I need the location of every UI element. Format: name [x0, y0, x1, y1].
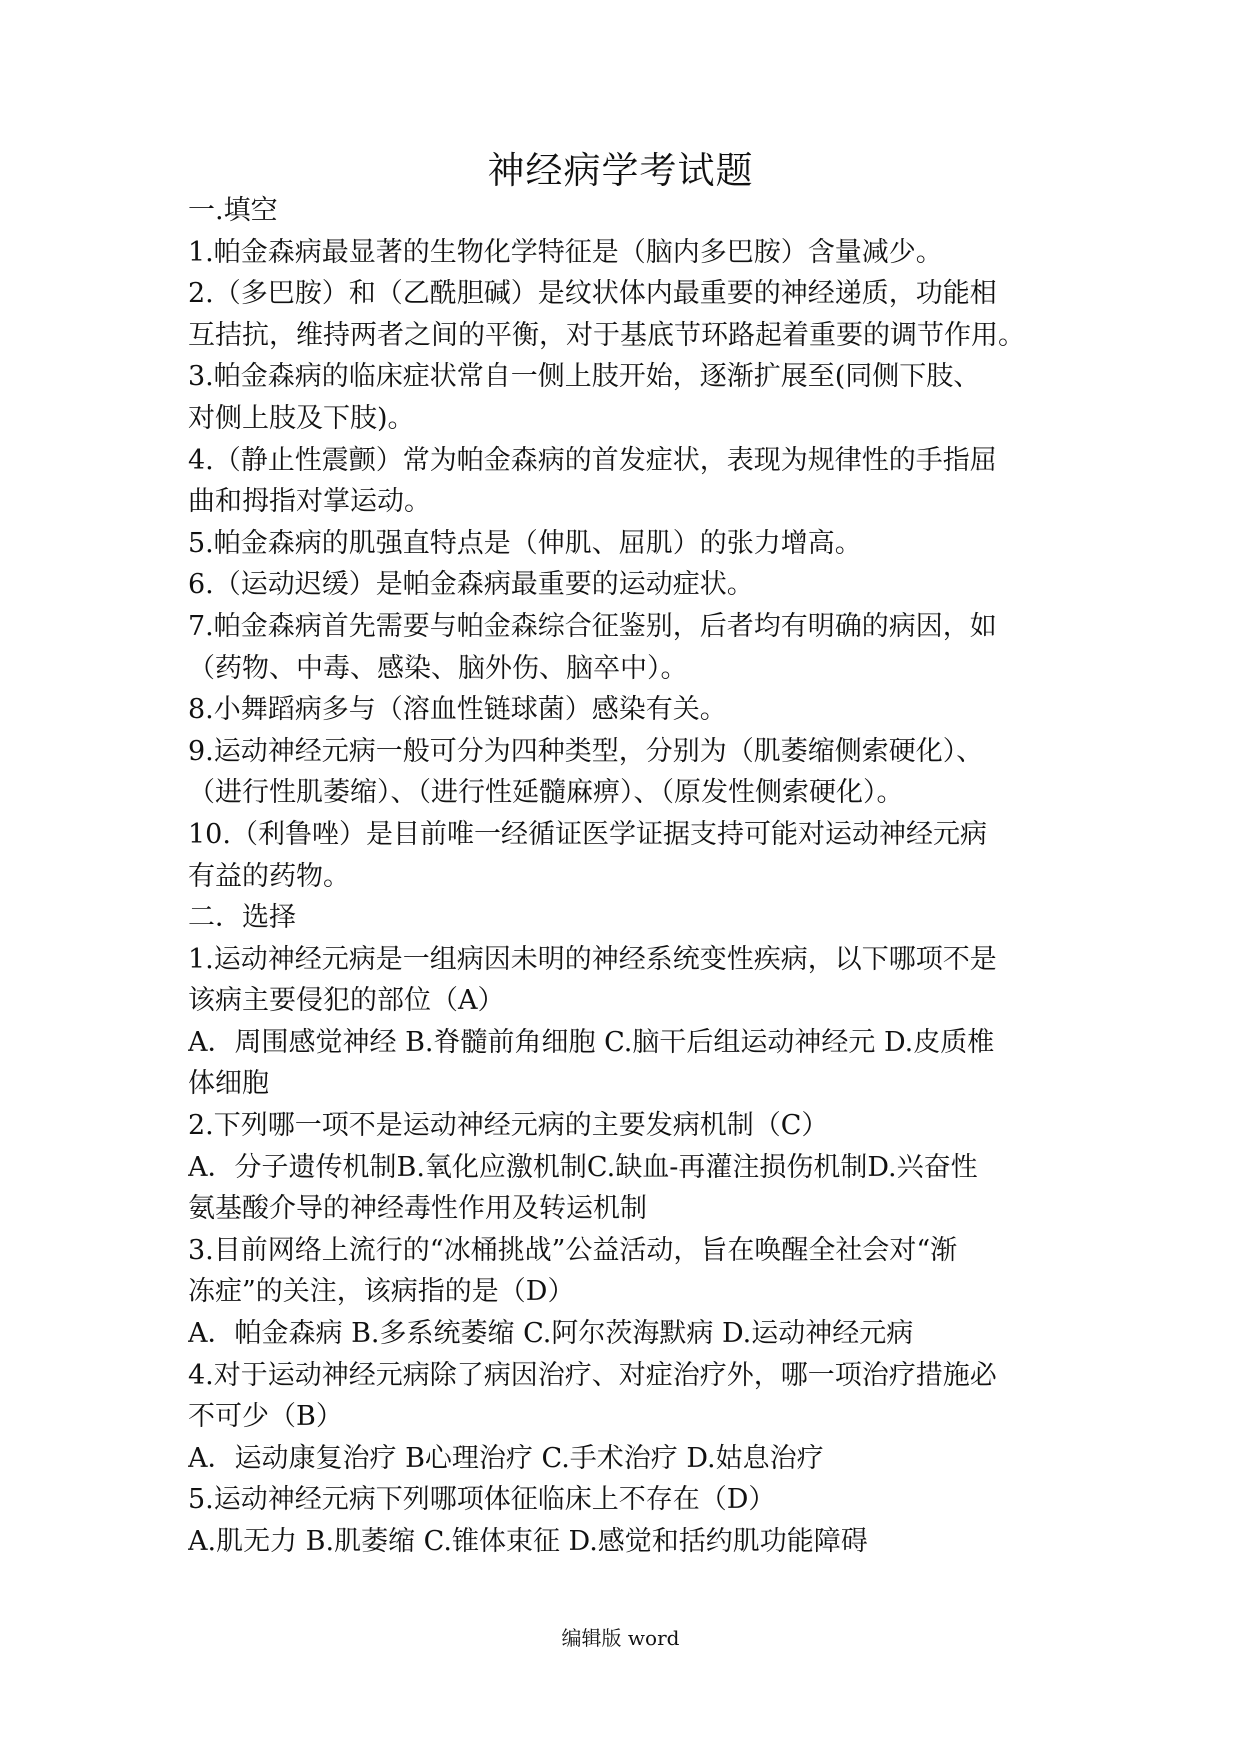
text-line: 5.帕金森病的肌强直特点是（伸肌、屈肌）的张力增高。: [188, 527, 862, 559]
text-line: 4.对于运动神经元病除了病因治疗、对症治疗外，哪一项治疗措施必: [188, 1359, 997, 1391]
text-line: A．周围感觉神经 B.脊髓前角细胞 C.脑干后组运动神经元 D.皮质椎: [188, 1026, 995, 1058]
text-line: 2.下列哪一项不是运动神经元病的主要发病机制（C）: [188, 1110, 829, 1142]
text-line: 互拮抗，维持两者之间的平衡，对于基底节环路起着重要的调节作用。: [188, 319, 1025, 351]
text-line: 7.帕金森病首先需要与帕金森综合征鉴别，后者均有明确的病因，如: [188, 610, 997, 642]
text-line: 2.（多巴胺）和（乙酰胆碱）是纹状体内最重要的神经递质，功能相: [188, 278, 997, 310]
text-line: 1.运动神经元病是一组病因未明的神经系统变性疾病，以下哪项不是: [188, 943, 997, 975]
text-line: 4.（静止性震颤）常为帕金森病的首发症状，表现为规律性的手指屈: [188, 444, 997, 476]
text-line: 3.帕金森病的临床症状常自一侧上肢开始，逐渐扩展至(同侧下肢、: [188, 361, 981, 393]
text-line: （进行性肌萎缩）、（进行性延髓麻痹）、（原发性侧索硬化）。: [188, 777, 904, 809]
text-line: 1.帕金森病最显著的生物化学特征是（脑内多巴胺）含量减少。: [188, 236, 943, 268]
text-line: 8.小舞蹈病多与（溶血性链球菌）感染有关。: [188, 694, 727, 726]
text-line: 6.（运动迟缓）是帕金森病最重要的运动症状。: [188, 569, 754, 601]
text-line: 对侧上肢及下肢)。: [188, 402, 415, 434]
text-line: 该病主要侵犯的部位（A）: [188, 985, 505, 1017]
text-line: 二．选择: [188, 902, 296, 934]
text-line: A．运动康复治疗 B心理治疗 C.手术治疗 D.姑息治疗: [188, 1442, 824, 1474]
text-line: A．帕金森病 B.多系统萎缩 C.阿尔茨海默病 D.运动神经元病: [188, 1318, 914, 1350]
text-line: 有益的药物。: [188, 860, 350, 892]
text-line: 3.目前网络上流行的“冰桶挑战”公益活动，旨在唤醒全社会对“渐: [188, 1234, 958, 1266]
text-line: 冻症”的关注，该病指的是（D）: [188, 1276, 575, 1308]
text-line: 10.（利鲁唑）是目前唯一经循证医学证据支持可能对运动神经元病: [188, 818, 987, 850]
text-line: 一.填空: [188, 195, 278, 226]
text-line: 氨基酸介导的神经毒性作用及转运机制: [188, 1193, 647, 1225]
text-line: 曲和拇指对掌运动。: [188, 486, 431, 518]
text-line: A.肌无力 B.肌萎缩 C.锥体束征 D.感觉和括约肌功能障碍: [188, 1526, 868, 1557]
page-title: 神经病学考试题: [487, 149, 754, 192]
document-body: [188, 190, 1068, 1563]
text-line: 不可少（B）: [188, 1401, 343, 1433]
text-line: 5.运动神经元病下列哪项体征临床上不存在（D）: [188, 1484, 776, 1516]
text-line: （药物、中毒、感染、脑外伤、脑卒中）。: [188, 652, 688, 684]
text-line: 9.运动神经元病一般可分为四种类型，分别为（肌萎缩侧索硬化）、: [188, 735, 984, 767]
text-line: A．分子遗传机制B.氧化应激机制C.缺血-再灌注损伤机制D.兴奋性: [188, 1151, 978, 1183]
page-footer: 编辑版 word: [561, 1626, 680, 1650]
text-line: 体细胞: [188, 1068, 269, 1100]
